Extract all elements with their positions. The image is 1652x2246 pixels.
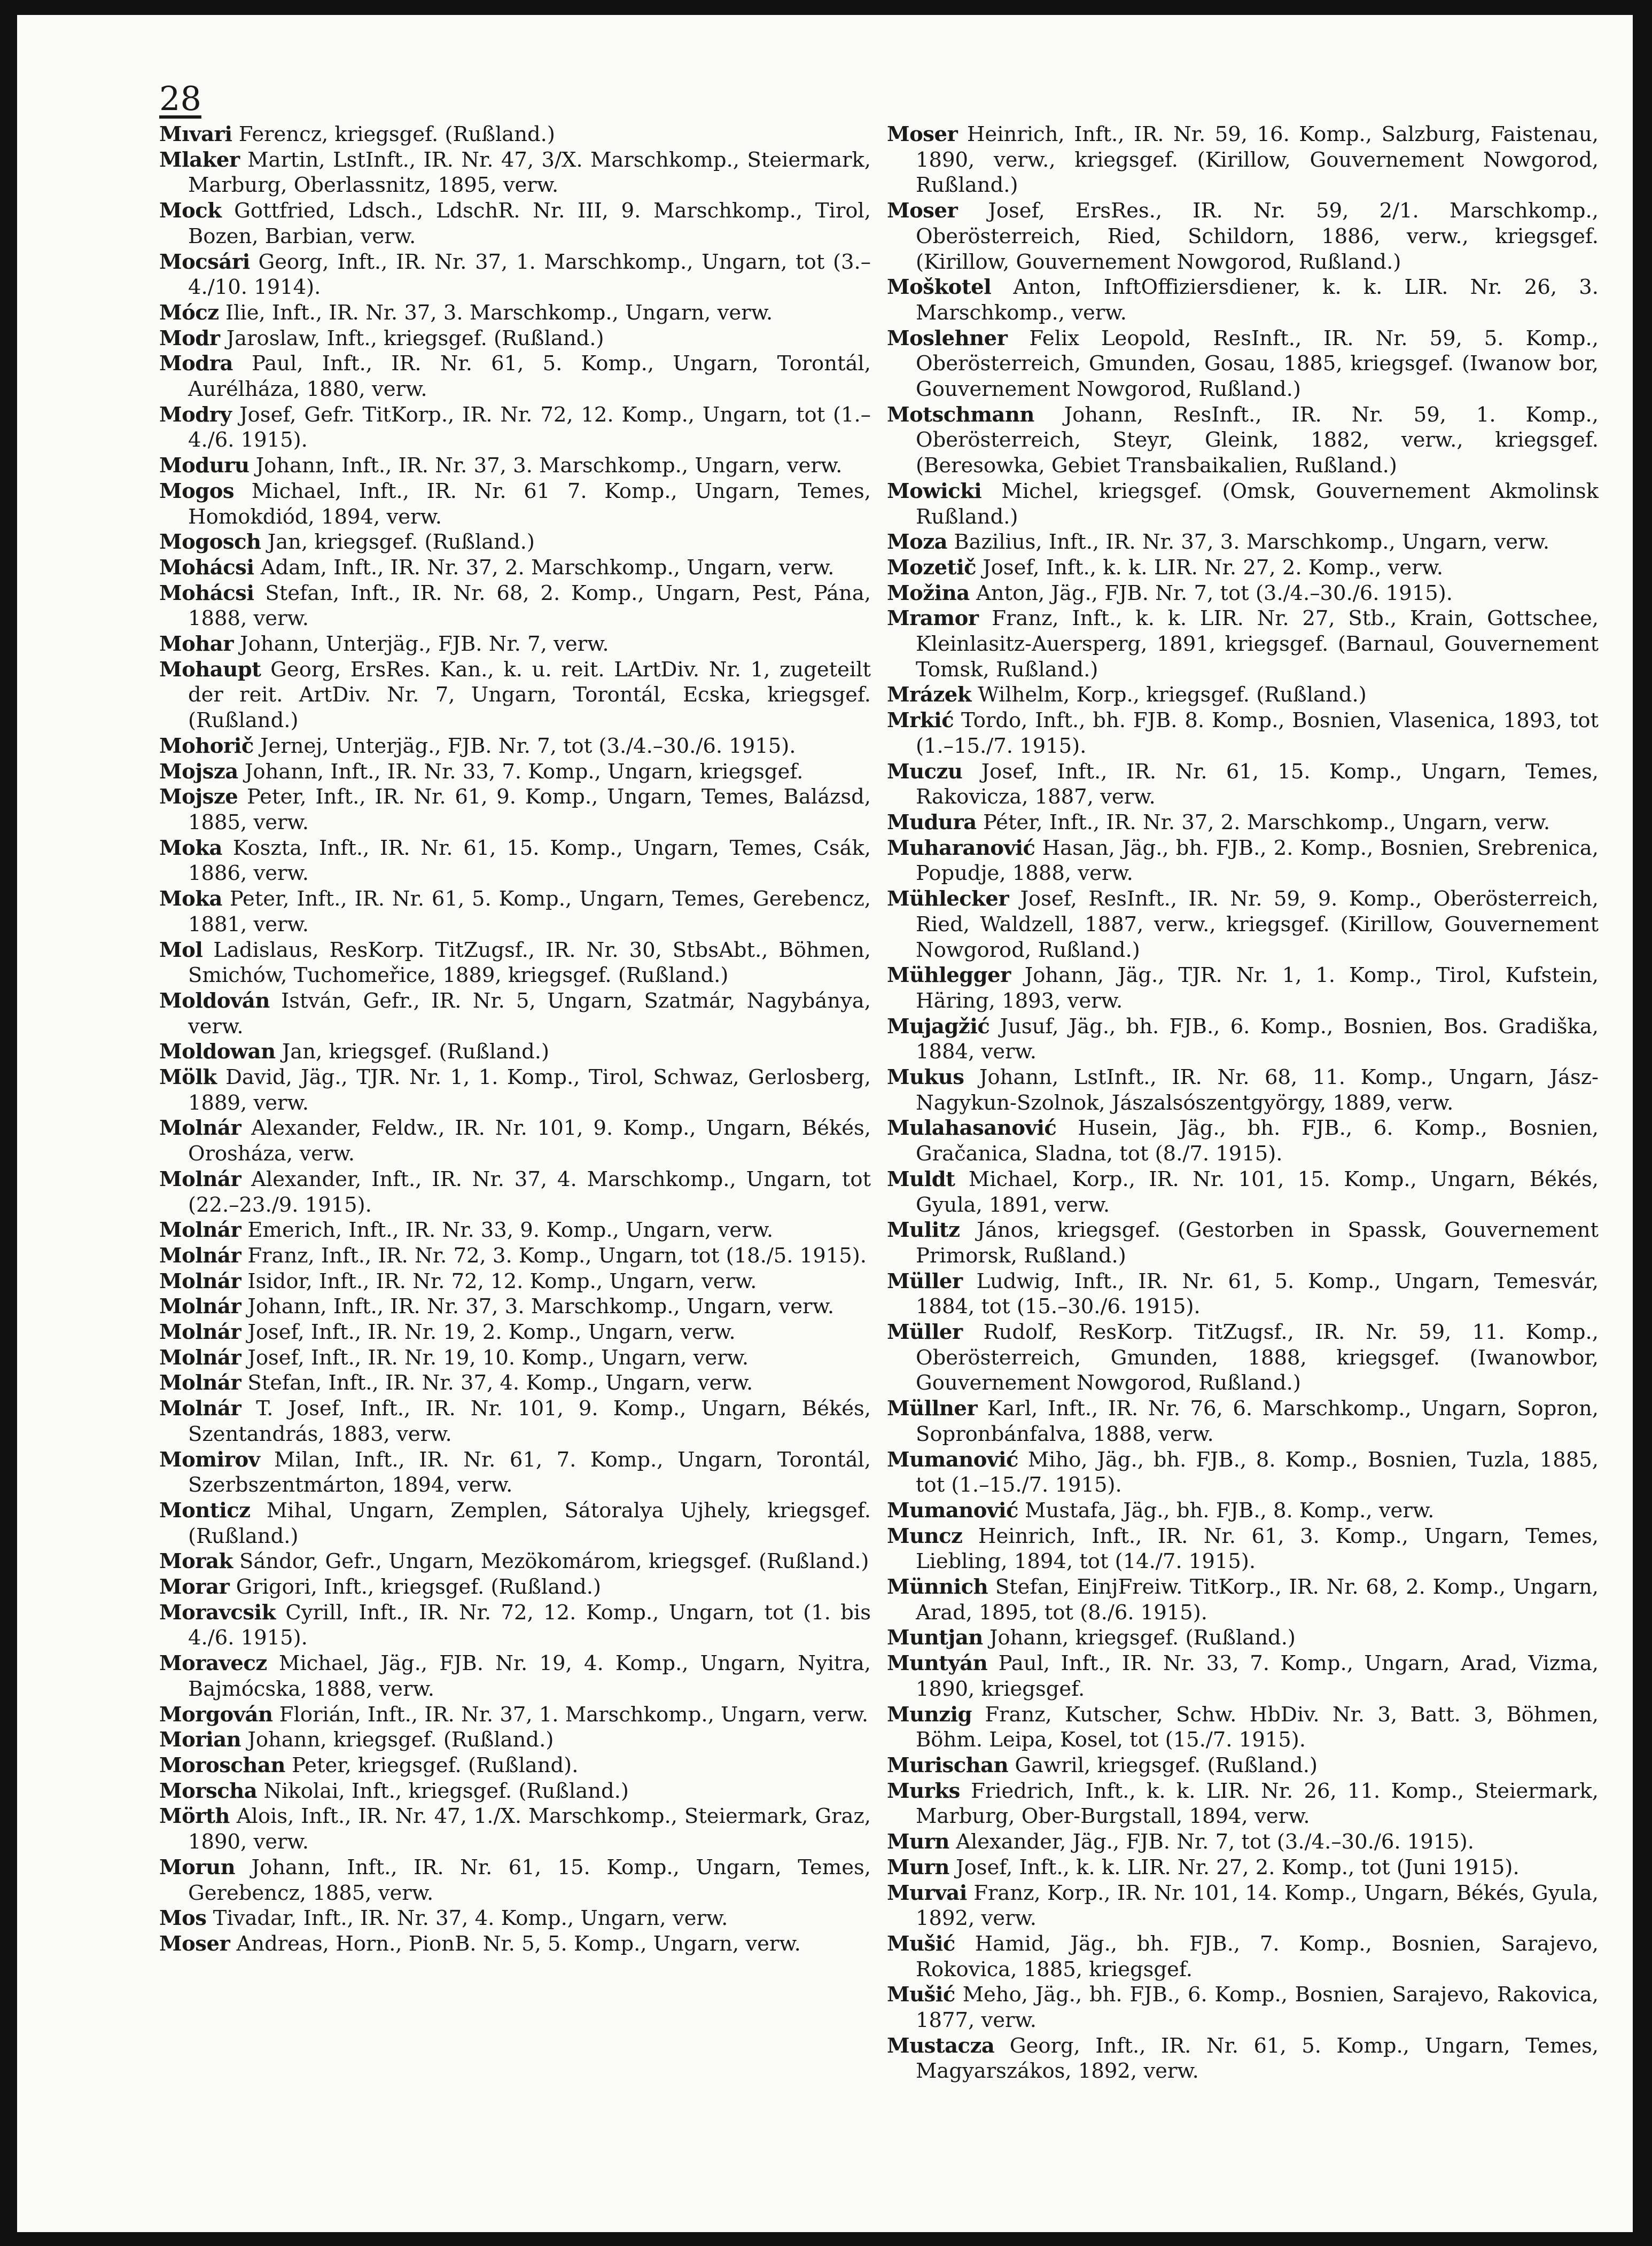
entry-surname: Moser xyxy=(159,1931,230,1956)
entry-details: Johann, Jäg., TJR. Nr. 1, 1. Komp., Tirol, Kufstein, Häring, 1893, verw. xyxy=(916,963,1599,1013)
entry-surname: Mrkić xyxy=(887,708,954,733)
entry-surname: Mohorič xyxy=(159,734,254,758)
list-entry xyxy=(159,479,871,529)
entry-details: Stefan, Inft., IR. Nr. 37, 4. Komp., Ungarn, verw. xyxy=(247,1371,753,1395)
list-entry xyxy=(159,1243,871,1269)
entry-surname: Morun xyxy=(159,1855,236,1880)
entry-details: Cyrill, Inft., IR. Nr. 72, 12. Komp., Ungarn, tot (1. bis 4./6. 1915). xyxy=(188,1600,871,1650)
entry-details: Johann, kriegsgef. (Rußland.) xyxy=(989,1626,1296,1650)
entry-surname: Munzig xyxy=(887,1702,972,1727)
entry-surname: Mramor xyxy=(887,606,979,631)
entry-details: Felix Leopold, ResInft., IR. Nr. 59, 5. Komp., Oberösterreich, Gmunden, Gosau, 1885, kriegsgef. (Iwanow bor, Gouvernement Nowgorod, Rußland.) xyxy=(916,326,1599,402)
list-entry xyxy=(159,453,871,479)
entry-details: Georg, Inft., IR. Nr. 37, 1. Marschkomp., Ungarn, tot (3.–4./10. 1914). xyxy=(188,249,871,300)
list-entry xyxy=(887,1779,1599,1829)
list-entry xyxy=(887,555,1599,581)
list-entry xyxy=(887,326,1599,402)
list-entry xyxy=(159,1320,871,1345)
entry-surname: Moravecz xyxy=(159,1651,267,1676)
entry-details: Josef, Inft., k. k. LIR. Nr. 27, 2. Komp., tot (Juni 1915). xyxy=(956,1855,1519,1880)
entry-surname: Mowicki xyxy=(887,479,982,503)
entry-surname: Müller xyxy=(887,1269,963,1293)
entry-surname: Molnár xyxy=(159,1269,241,1293)
list-entry xyxy=(159,836,871,886)
entry-surname: Mock xyxy=(159,199,222,223)
list-entry xyxy=(159,122,871,147)
list-entry xyxy=(159,1753,871,1779)
entry-details: Andreas, Horn., PionB. Nr. 5, 5. Komp., Ungarn, verw. xyxy=(236,1931,801,1956)
entry-details: János, kriegsgef. (Gestorben in Spassk, Gouvernement Primorsk, Rußland.) xyxy=(916,1218,1599,1268)
entry-details: Johann, Inft., IR. Nr. 37, 3. Marschkomp., Ungarn, verw. xyxy=(255,454,843,478)
list-entry xyxy=(159,1167,871,1218)
list-entry xyxy=(887,1116,1599,1166)
entry-surname: Mörth xyxy=(159,1804,230,1829)
entry-surname: Mos xyxy=(159,1906,207,1931)
entry-details: Michael, Jäg., FJB. Nr. 19, 4. Komp., Ungarn, Nyitra, Bajmócska, 1888, verw. xyxy=(188,1651,871,1701)
list-entry xyxy=(887,682,1599,708)
entry-surname: Münnich xyxy=(887,1575,988,1600)
entry-details: Paul, Inft., IR. Nr. 61, 5. Komp., Ungarn, Torontál, Aurélháza, 1880, verw. xyxy=(188,352,871,402)
list-entry xyxy=(159,1345,871,1371)
entry-details: Johann, kriegsgef. (Rußland.) xyxy=(247,1728,554,1752)
list-entry xyxy=(887,1829,1599,1855)
list-entry xyxy=(887,1396,1599,1447)
entry-details: Johann, Inft., IR. Nr. 37, 3. Marschkomp., Ungarn, verw. xyxy=(247,1294,835,1319)
list-entry xyxy=(887,529,1599,555)
entry-details: Josef, Inft., IR. Nr. 61, 15. Komp., Ungarn, Temes, Rakovicza, 1887, verw. xyxy=(916,759,1599,809)
entry-surname: Molnár xyxy=(159,1397,241,1421)
document-page xyxy=(17,15,1633,2232)
list-entry xyxy=(887,1498,1599,1524)
entry-surname: Modr xyxy=(159,326,220,350)
entry-surname: Morian xyxy=(159,1728,241,1752)
list-entry xyxy=(887,1931,1599,1982)
entry-surname: Murn xyxy=(887,1830,949,1854)
entry-details: Josef, ErsRes., IR. Nr. 59, 2/1. Marschkomp., Oberösterreich, Ried, Schildorn, 1886, verw., kriegsgef. (Kirillow, Gouvernement Nowgorod, Rußland.) xyxy=(916,199,1599,274)
list-entry xyxy=(159,1779,871,1804)
list-entry xyxy=(159,1804,871,1854)
list-entry xyxy=(887,1651,1599,1702)
entry-details: Johann, LstInft., IR. Nr. 68, 11. Komp., Ungarn, Jász-Nagykun-Szolnok, Jászalsószentgyörgy, 1889, verw. xyxy=(916,1065,1599,1115)
list-entry xyxy=(159,657,871,734)
list-entry xyxy=(159,938,871,988)
entry-surname: Morak xyxy=(159,1549,233,1574)
entry-surname: Muldt xyxy=(887,1167,955,1191)
entry-details: Gawril, kriegsgef. (Rußland.) xyxy=(1015,1753,1318,1777)
list-entry xyxy=(159,1294,871,1320)
list-entry xyxy=(887,1855,1599,1881)
entry-surname: Mohar xyxy=(159,632,234,657)
list-entry xyxy=(887,1065,1599,1116)
entry-surname: Mušić xyxy=(887,1983,955,2007)
entry-surname: Mol xyxy=(159,938,203,962)
entry-surname: Moser xyxy=(887,199,958,223)
entry-details: Rudolf, ResKorp. TitZugsf., IR. Nr. 59, 11. Komp., Oberösterreich, Gmunden, 1888, kriegsgef. (Iwanowbor, Gouvernement Nowgorod, Rußland.) xyxy=(916,1320,1599,1395)
list-entry xyxy=(887,402,1599,479)
entry-details: Ludwig, Inft., IR. Nr. 61, 5. Komp., Ungarn, Temesvár, 1884, tot (15.–30./6. 1915). xyxy=(916,1269,1599,1319)
entry-details: Josef, Gefr. TitKorp., IR. Nr. 72, 12. Komp., Ungarn, tot (1.–4./6. 1915). xyxy=(188,402,871,453)
right-column xyxy=(887,122,1599,2084)
entry-details: Adam, Inft., IR. Nr. 37, 2. Marschkomp., Ungarn, verw. xyxy=(260,555,835,580)
entry-details: Jan, kriegsgef. (Rußland.) xyxy=(282,1040,550,1064)
entry-details: István, Gefr., IR. Nr. 5, Ungarn, Szatmár, Nagybánya, verw. xyxy=(188,988,871,1039)
entry-details: Milan, Inft., IR. Nr. 61, 7. Komp., Ungarn, Torontál, Szerbszentmárton, 1894, verw. xyxy=(188,1447,871,1498)
entry-details: Johann, ResInft., IR. Nr. 59, 1. Komp., Oberösterreich, Steyr, Gleink, 1882, verw., kriegsgef. (Beresowka, Gebiet Transbaikalien, Rußland.) xyxy=(916,402,1599,478)
list-entry xyxy=(887,275,1599,325)
entry-surname: Muczu xyxy=(887,759,963,784)
entry-surname: Mujagžić xyxy=(887,1014,990,1039)
page-number: 28 xyxy=(159,79,201,118)
entry-details: Tordo, Inft., bh. FJB. 8. Komp., Bosnien, Vlasenica, 1893, tot (1.–15./7. 1915). xyxy=(916,708,1599,758)
list-entry xyxy=(159,1600,871,1651)
entry-surname: Moka xyxy=(159,887,222,911)
entry-surname: Moravcsik xyxy=(159,1600,276,1625)
entry-details: Franz, Inft., k. k. LIR. Nr. 27, Stb., Krain, Gottschee, Kleinlasitz-Auersperg, 1891, kriegsgef. (Barnaul, Gouvernement Tomsk, Rußland.) xyxy=(916,606,1599,682)
entry-details: Koszta, Inft., IR. Nr. 61, 15. Komp., Ungarn, Temes, Csák, 1886, verw. xyxy=(188,836,871,886)
entry-surname: Muntjan xyxy=(887,1626,983,1650)
entry-details: David, Jäg., TJR. Nr. 1, 1. Komp., Tirol, Schwaz, Gerlosberg, 1889, verw. xyxy=(188,1065,871,1115)
list-entry xyxy=(159,326,871,352)
list-entry xyxy=(159,529,871,555)
entry-details: Hamid, Jäg., bh. FJB., 7. Komp., Bosnien, Sarajevo, Rokovica, 1885, kriegsgef. xyxy=(916,1931,1599,1982)
list-entry xyxy=(159,1855,871,1906)
entry-surname: Mumanović xyxy=(887,1498,1018,1523)
entry-details: Karl, Inft., IR. Nr. 76, 6. Marschkomp., Ungarn, Sopron, Sopronbánfalva, 1888, verw. xyxy=(916,1397,1599,1446)
entry-surname: Molnár xyxy=(159,1371,241,1395)
entry-details: Stefan, Inft., IR. Nr. 68, 2. Komp., Ungarn, Pest, Pána, 1888, verw. xyxy=(188,581,871,631)
list-entry xyxy=(887,198,1599,275)
entry-surname: Molnár xyxy=(159,1243,241,1268)
entry-surname: Mohaupt xyxy=(159,657,261,682)
entry-surname: Monticz xyxy=(159,1498,251,1523)
entry-surname: Molnár xyxy=(159,1320,241,1345)
list-entry xyxy=(887,810,1599,836)
list-entry xyxy=(887,963,1599,1013)
entry-surname: Moslehner xyxy=(887,326,1008,350)
entry-surname: Murn xyxy=(887,1855,949,1880)
entry-surname: Moškotel xyxy=(887,275,992,300)
entry-surname: Murvai xyxy=(887,1881,967,1905)
list-entry xyxy=(159,1574,871,1600)
entry-details: Jaroslaw, Inft., kriegsgef. (Rußland.) xyxy=(226,326,604,350)
entry-surname: Morgován xyxy=(159,1702,273,1727)
list-entry xyxy=(887,1702,1599,1753)
entry-details: Michel, kriegsgef. (Omsk, Gouvernement Akmolinsk Rußland.) xyxy=(916,479,1599,529)
list-entry xyxy=(887,122,1599,198)
entry-details: Sándor, Gefr., Ungarn, Mezökomárom, kriegsgef. (Rußland.) xyxy=(239,1549,869,1574)
list-entry xyxy=(159,581,871,631)
entry-details: Peter, Inft., IR. Nr. 61, 5. Komp., Ungarn, Temes, Gerebencz, 1881, verw. xyxy=(188,887,871,937)
list-entry xyxy=(159,1370,871,1396)
entry-surname: Morar xyxy=(159,1575,230,1600)
entry-details: Paul, Inft., IR. Nr. 33, 7. Komp., Ungarn, Arad, Vizma, 1890, kriegsgef. xyxy=(916,1651,1599,1701)
entry-details: Peter, kriegsgef. (Rußland). xyxy=(292,1753,579,1777)
list-entry xyxy=(159,1549,871,1574)
entry-details: Franz, Kutscher, Schw. HbDiv. Nr. 3, Batt. 3, Böhmen, Böhm. Leipa, Kosel, tot (15./7. 1915). xyxy=(916,1702,1599,1752)
entry-surname: Mocsári xyxy=(159,249,250,274)
entry-details: Mustafa, Jäg., bh. FJB., 8. Komp., verw. xyxy=(1025,1498,1435,1523)
list-entry xyxy=(159,734,871,759)
entry-details: Jusuf, Jäg., bh. FJB., 6. Komp., Bosnien, Bos. Gradiška, 1884, verw. xyxy=(916,1014,1599,1064)
entry-surname: Molnár xyxy=(159,1116,241,1141)
entry-surname: Mušić xyxy=(887,1931,955,1956)
entry-surname: Motschmann xyxy=(887,402,1034,427)
entry-details: Hasan, Jäg., bh. FJB., 2. Komp., Bosnien, Srebrenica, Popudje, 1888, verw. xyxy=(916,836,1599,886)
entry-surname: Muncz xyxy=(887,1524,963,1548)
entry-details: Meho, Jäg., bh. FJB., 6. Komp., Bosnien, Sarajevo, Rakovica, 1877, verw. xyxy=(916,1983,1599,2033)
list-entry xyxy=(159,1269,871,1294)
list-entry xyxy=(887,886,1599,963)
list-entry xyxy=(159,1218,871,1243)
entry-details: Johann, Unterjäg., FJB. Nr. 7, verw. xyxy=(240,632,609,657)
list-entry xyxy=(887,1218,1599,1268)
entry-surname: Müllner xyxy=(887,1397,978,1421)
list-entry xyxy=(159,1039,871,1065)
list-entry xyxy=(887,759,1599,810)
entry-details: Heinrich, Inft., IR. Nr. 59, 16. Komp., Salzburg, Faistenau, 1890, verw., kriegsgef. (Kirillow, Gouvernement Nowgorod, Rußland.) xyxy=(916,122,1599,198)
list-entry xyxy=(159,1727,871,1753)
list-entry xyxy=(159,1651,871,1702)
list-entry xyxy=(887,1014,1599,1065)
entry-details: Josef, Inft., k. k. LIR. Nr. 27, 2. Komp., verw. xyxy=(983,555,1444,580)
entry-details: Florián, Inft., IR. Nr. 37, 1. Marschkomp., Ungarn, verw. xyxy=(279,1702,869,1727)
entry-details: Péter, Inft., IR. Nr. 37, 2. Marschkomp., Ungarn, verw. xyxy=(983,810,1550,835)
entry-surname: Modry xyxy=(159,402,232,427)
list-entry xyxy=(159,147,871,198)
entry-surname: Modra xyxy=(159,352,233,376)
list-entry xyxy=(159,886,871,937)
list-entry xyxy=(887,1982,1599,2033)
entry-details: Alexander, Jäg., FJB. Nr. 7, tot (3./4.–30./6. 1915). xyxy=(956,1830,1475,1854)
list-entry xyxy=(887,581,1599,606)
list-entry xyxy=(159,402,871,453)
entry-details: Georg, ErsRes. Kan., k. u. reit. LArtDiv. Nr. 1, zugeteilt der reit. ArtDiv. Nr. 7, Ungarn, Torontál, Ecska, kriegsgef. (Rußland.) xyxy=(188,657,871,733)
entry-surname: Mühlecker xyxy=(887,887,1009,911)
entry-details: Friedrich, Inft., k. k. LIR. Nr. 26, 11. Komp., Steiermark, Marburg, Ober-Burgstall, 1894, verw. xyxy=(916,1779,1599,1829)
entry-details: Alois, Inft., IR. Nr. 47, 1./X. Marschkomp., Steiermark, Graz, 1890, verw. xyxy=(188,1804,871,1854)
list-entry xyxy=(159,1396,871,1447)
entry-details: Jan, kriegsgef. (Rußland.) xyxy=(267,530,535,555)
entry-surname: Morscha xyxy=(159,1779,258,1803)
entry-details: Ferencz, kriegsgef. (Rußland.) xyxy=(238,122,555,146)
entry-surname: Moka xyxy=(159,836,222,860)
entry-surname: Momirov xyxy=(159,1447,260,1472)
list-entry xyxy=(887,1753,1599,1779)
list-entry xyxy=(159,249,871,300)
entry-details: Emerich, Inft., IR. Nr. 33, 9. Komp., Ungarn, verw. xyxy=(247,1218,774,1243)
list-entry xyxy=(159,1931,871,1957)
entry-surname: Možina xyxy=(887,581,970,605)
entry-details: Ladislaus, ResKorp. TitZugsf., IR. Nr. 30, StbsAbt., Böhmen, Smichów, Tuchomeřice, 1889, kriegsgef. (Rußland.) xyxy=(188,938,871,988)
entry-details: Bazilius, Inft., IR. Nr. 37, 3. Marschkomp., Ungarn, verw. xyxy=(954,530,1550,555)
entry-surname: Mojsza xyxy=(159,759,238,784)
list-entry xyxy=(159,555,871,581)
entry-details: Josef, Inft., IR. Nr. 19, 2. Komp., Ungarn, verw. xyxy=(247,1320,736,1345)
entry-surname: Mojsze xyxy=(159,785,238,809)
entry-surname: Mudura xyxy=(887,810,977,835)
entry-surname: Moduru xyxy=(159,454,250,478)
list-entry xyxy=(887,1881,1599,1931)
entry-details: Miho, Jäg., bh. FJB., 8. Komp., Bosnien, Tuzla, 1885, tot (1.–15./7. 1915). xyxy=(916,1447,1599,1498)
entry-details: Wilhelm, Korp., kriegsgef. (Rußland.) xyxy=(978,683,1367,707)
entry-details: Ilie, Inft., IR. Nr. 37, 3. Marschkomp., Ungarn, verw. xyxy=(225,300,773,325)
list-entry xyxy=(887,2033,1599,2084)
entry-surname: Mlaker xyxy=(159,147,240,172)
entry-details: Tivadar, Inft., IR. Nr. 37, 4. Komp., Ungarn, verw. xyxy=(213,1906,728,1931)
entry-surname: Mölk xyxy=(159,1065,217,1090)
entry-details: Johann, Inft., IR. Nr. 33, 7. Komp., Ungarn, kriegsgef. xyxy=(244,759,804,784)
entry-details: Gottfried, Ldsch., LdschR. Nr. III, 9. Marschkomp., Tirol, Bozen, Barbian, verw. xyxy=(188,199,871,248)
entry-surname: Mumanović xyxy=(887,1447,1018,1472)
entry-surname: Moldován xyxy=(159,988,270,1013)
list-entry xyxy=(887,1625,1599,1651)
entry-details: Peter, Inft., IR. Nr. 61, 9. Komp., Ungarn, Temes, Balázsd, 1885, verw. xyxy=(188,785,871,835)
entry-surname: Moldowan xyxy=(159,1040,276,1064)
entry-surname: Molnár xyxy=(159,1345,241,1370)
entry-surname: Molnár xyxy=(159,1294,241,1319)
list-entry xyxy=(159,1447,871,1498)
entry-surname: Moza xyxy=(887,530,948,555)
list-entry xyxy=(887,1574,1599,1625)
entry-surname: Müller xyxy=(887,1320,963,1345)
list-entry xyxy=(887,479,1599,529)
entry-details: Johann, Inft., IR. Nr. 61, 15. Komp., Ungarn, Temes, Gerebencz, 1885, verw. xyxy=(188,1855,871,1905)
entry-surname: Molnár xyxy=(159,1218,241,1243)
entry-details: Nikolai, Inft., kriegsgef. (Rußland.) xyxy=(263,1779,629,1803)
entry-details: Josef, Inft., IR. Nr. 19, 10. Komp., Ungarn, verw. xyxy=(247,1345,749,1370)
list-entry xyxy=(159,1702,871,1728)
entry-details: Alexander, Feldw., IR. Nr. 101, 9. Komp., Ungarn, Békés, Orosháza, verw. xyxy=(188,1116,871,1166)
left-column xyxy=(159,122,871,1957)
list-entry xyxy=(887,1167,1599,1218)
entry-surname: Mustacza xyxy=(887,2033,995,2058)
entry-surname: Mozetič xyxy=(887,555,977,580)
entry-surname: Muharanović xyxy=(887,836,1035,860)
entry-details: Heinrich, Inft., IR. Nr. 61, 3. Komp., Ungarn, Temes, Liebling, 1894, tot (14./7. 1915). xyxy=(916,1524,1599,1574)
entry-surname: Mrázek xyxy=(887,683,971,707)
list-entry xyxy=(159,631,871,657)
list-entry xyxy=(159,1498,871,1549)
list-entry xyxy=(887,1269,1599,1320)
list-entry xyxy=(159,759,871,785)
entry-details: Anton, Jäg., FJB. Nr. 7, tot (3./4.–30./6. 1915). xyxy=(976,581,1453,605)
entry-details: Georg, Inft., IR. Nr. 61, 5. Komp., Ungarn, Temes, Magyarszákos, 1892, verw. xyxy=(916,2033,1599,2084)
list-entry xyxy=(887,1320,1599,1396)
entry-surname: Murks xyxy=(887,1779,960,1803)
entry-surname: Murischan xyxy=(887,1753,1009,1777)
entry-surname: Mulahasanović xyxy=(887,1116,1057,1141)
entry-surname: Muntyán xyxy=(887,1651,988,1676)
list-entry xyxy=(159,198,871,249)
list-entry xyxy=(887,1524,1599,1574)
entry-details: Franz, Korp., IR. Nr. 101, 14. Komp., Ungarn, Békés, Gyula, 1892, verw. xyxy=(916,1881,1599,1931)
entry-surname: Mogos xyxy=(159,479,235,503)
list-entry xyxy=(159,1065,871,1116)
list-entry xyxy=(887,836,1599,886)
list-entry xyxy=(887,1447,1599,1498)
entry-surname: Mulitz xyxy=(887,1218,960,1243)
list-entry xyxy=(159,1116,871,1166)
entry-surname: Mogosch xyxy=(159,530,261,555)
entry-surname: Mühlegger xyxy=(887,963,1011,988)
entry-surname: Mohácsi xyxy=(159,555,254,580)
list-entry xyxy=(159,988,871,1039)
entry-details: Michael, Korp., IR. Nr. 101, 15. Komp., Ungarn, Békés, Gyula, 1891, verw. xyxy=(916,1167,1599,1217)
entry-details: Anton, InftOffiziersdiener, k. k. LIR. Nr. 26, 3. Marschkomp., verw. xyxy=(916,275,1599,325)
entry-details: Stefan, EinjFreiw. TitKorp., IR. Nr. 68, 2. Komp., Ungarn, Arad, 1895, tot (8./6. 1915). xyxy=(916,1575,1599,1625)
list-entry xyxy=(159,300,871,326)
entry-details: Michael, Inft., IR. Nr. 61 7. Komp., Ungarn, Temes, Homokdiód, 1894, verw. xyxy=(188,479,871,529)
entry-details: Franz, Inft., IR. Nr. 72, 3. Komp., Ungarn, tot (18./5. 1915). xyxy=(247,1243,867,1268)
entry-details: Grigori, Inft., kriegsgef. (Rußland.) xyxy=(236,1575,601,1600)
entry-details: Mihal, Ungarn, Zemplen, Sátoralya Ujhely, kriegsgef. (Rußland.) xyxy=(188,1498,871,1548)
entry-details: Martin, LstInft., IR. Nr. 47, 3/X. Marschkomp., Steiermark, Marburg, Oberlassnitz, 1895, verw. xyxy=(188,147,871,198)
list-entry xyxy=(887,606,1599,682)
entry-details: Jernej, Unterjäg., FJB. Nr. 7, tot (3./4.–30./6. 1915). xyxy=(260,734,796,758)
entry-surname: Mócz xyxy=(159,300,219,325)
list-entry xyxy=(159,351,871,402)
entry-details: Josef, ResInft., IR. Nr. 59, 9. Komp., Oberösterreich, Ried, Waldzell, 1887, verw., kriegsgef. (Kirillow, Gouvernement Nowgorod, Rußland.) xyxy=(916,887,1599,962)
entry-details: Isidor, Inft., IR. Nr. 72, 12. Komp., Ungarn, verw. xyxy=(247,1269,757,1293)
entry-surname: Moroschan xyxy=(159,1753,285,1777)
entry-surname: Mohácsi xyxy=(159,581,254,605)
entry-details: Alexander, Inft., IR. Nr. 37, 4. Marschkomp., Ungarn, tot (22.–23./9. 1915). xyxy=(188,1167,871,1217)
entry-details: Husein, Jäg., bh. FJB., 6. Komp., Bosnien, Gračanica, Sladna, tot (8./7. 1915). xyxy=(916,1116,1599,1166)
list-entry xyxy=(159,1906,871,1931)
entry-surname: Mıvari xyxy=(159,122,232,146)
list-entry xyxy=(887,708,1599,759)
entry-surname: Mukus xyxy=(887,1065,964,1090)
list-entry xyxy=(159,784,871,835)
entry-details: T. Josef, Inft., IR. Nr. 101, 9. Komp., Ungarn, Békés, Szentandrás, 1883, verw. xyxy=(188,1397,871,1446)
entry-surname: Moser xyxy=(887,122,958,146)
entry-surname: Molnár xyxy=(159,1167,241,1191)
